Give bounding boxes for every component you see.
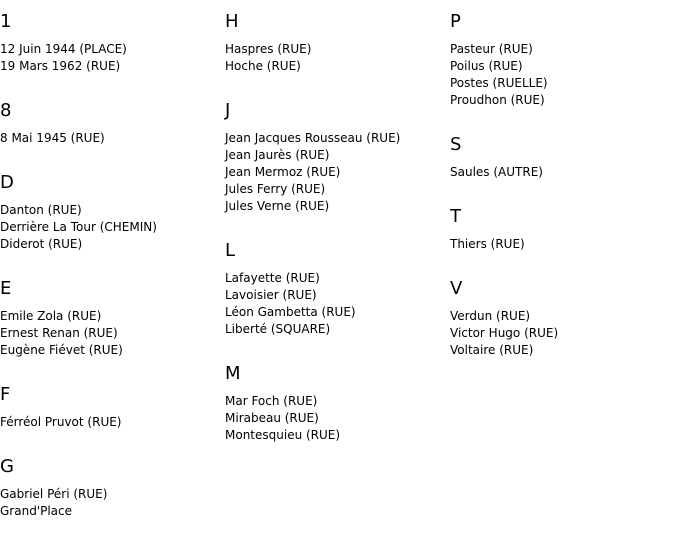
street-list — [0, 202, 220, 253]
street-link[interactable]: Liberté (SQUARE) — [225, 322, 331, 336]
street-link[interactable]: Eugène Fiévet (RUE) — [0, 343, 123, 357]
street-link[interactable]: Jean Mermoz (RUE) — [225, 165, 341, 179]
street-link[interactable]: Hoche (RUE) — [225, 59, 301, 73]
letter-group — [450, 195, 670, 253]
letter-group — [0, 267, 220, 359]
letter-group — [225, 229, 445, 338]
street-link[interactable]: Pasteur (RUE) — [450, 42, 533, 56]
street-link[interactable]: Mar Foch (RUE) — [225, 394, 318, 408]
street-link[interactable]: Lavoisier (RUE) — [225, 288, 317, 302]
street-link[interactable]: Jean Jaurès (RUE) — [225, 148, 330, 162]
street-link[interactable]: Ernest Renan (RUE) — [0, 326, 118, 340]
street-link[interactable]: Danton (RUE) — [0, 203, 82, 217]
street-link[interactable]: Verdun (RUE) — [450, 309, 531, 323]
letter-heading: D — [0, 172, 14, 193]
street-link[interactable]: Lafayette (RUE) — [225, 271, 320, 285]
street-link[interactable]: Proudhon (RUE) — [450, 93, 545, 107]
street-link[interactable]: Léon Gambetta (RUE) — [225, 305, 356, 319]
letter-group — [450, 0, 670, 109]
letter-heading: E — [0, 278, 12, 299]
street-list — [225, 393, 445, 444]
letter-heading: H — [225, 11, 239, 32]
letter-group — [225, 352, 445, 444]
street-link[interactable]: 19 Mars 1962 (RUE) — [0, 59, 121, 73]
street-list — [0, 130, 220, 147]
street-link[interactable]: Montesquieu (RUE) — [225, 428, 341, 442]
street-link[interactable]: 12 Juin 1944 (PLACE) — [0, 42, 127, 56]
street-link[interactable]: Jules Ferry (RUE) — [225, 182, 326, 196]
letter-heading: J — [225, 100, 231, 121]
street-link[interactable]: Victor Hugo (RUE) — [450, 326, 559, 340]
street-link[interactable]: Derrière La Tour (CHEMIN) — [0, 220, 157, 234]
street-link[interactable]: Emile Zola (RUE) — [0, 309, 102, 323]
letter-heading: F — [0, 384, 11, 405]
street-list — [225, 270, 445, 338]
letter-group — [0, 89, 220, 147]
street-list — [450, 164, 670, 181]
street-link[interactable]: Thiers (RUE) — [450, 237, 525, 251]
street-link[interactable]: Gabriel Péri (RUE) — [0, 487, 108, 501]
letter-group — [450, 267, 670, 359]
index-column-3 — [450, 0, 670, 373]
street-list — [0, 486, 220, 520]
street-link[interactable]: Férréol Pruvot (RUE) — [0, 415, 122, 429]
street-list — [0, 308, 220, 359]
street-list — [0, 41, 220, 75]
letter-group — [450, 123, 670, 181]
street-list — [450, 308, 670, 359]
letter-group — [0, 0, 220, 75]
street-link[interactable]: Postes (RUELLE) — [450, 76, 548, 90]
street-link[interactable]: 8 Mai 1945 (RUE) — [0, 131, 105, 145]
letter-heading: P — [450, 11, 461, 32]
street-list — [450, 41, 670, 109]
letter-heading: 1 — [0, 11, 12, 32]
street-list — [225, 41, 445, 75]
letter-heading: 8 — [0, 100, 12, 121]
letter-group — [0, 373, 220, 431]
street-link[interactable]: Poilus (RUE) — [450, 59, 523, 73]
street-link[interactable]: Mirabeau (RUE) — [225, 411, 319, 425]
letter-group — [0, 161, 220, 253]
street-link[interactable]: Voltaire (RUE) — [450, 343, 534, 357]
letter-heading: M — [225, 363, 241, 384]
street-link[interactable]: Grand'Place — [0, 504, 73, 518]
street-link[interactable]: Jean Jacques Rousseau (RUE) — [225, 131, 401, 145]
street-link[interactable]: Saules (AUTRE) — [450, 165, 543, 179]
street-list — [225, 130, 445, 215]
letter-heading: L — [225, 240, 236, 261]
street-link[interactable]: Diderot (RUE) — [0, 237, 83, 251]
letter-heading: V — [450, 278, 463, 299]
street-link[interactable]: Jules Verne (RUE) — [225, 199, 330, 213]
letter-group — [225, 89, 445, 215]
letter-heading: T — [450, 206, 461, 227]
index-column-1 — [0, 0, 220, 534]
letter-group — [0, 445, 220, 520]
street-list — [0, 414, 220, 431]
letter-group — [225, 0, 445, 75]
street-list — [450, 236, 670, 253]
letter-heading: S — [450, 134, 462, 155]
letter-heading: G — [0, 456, 14, 477]
street-link[interactable]: Haspres (RUE) — [225, 42, 312, 56]
index-column-2 — [225, 0, 445, 458]
